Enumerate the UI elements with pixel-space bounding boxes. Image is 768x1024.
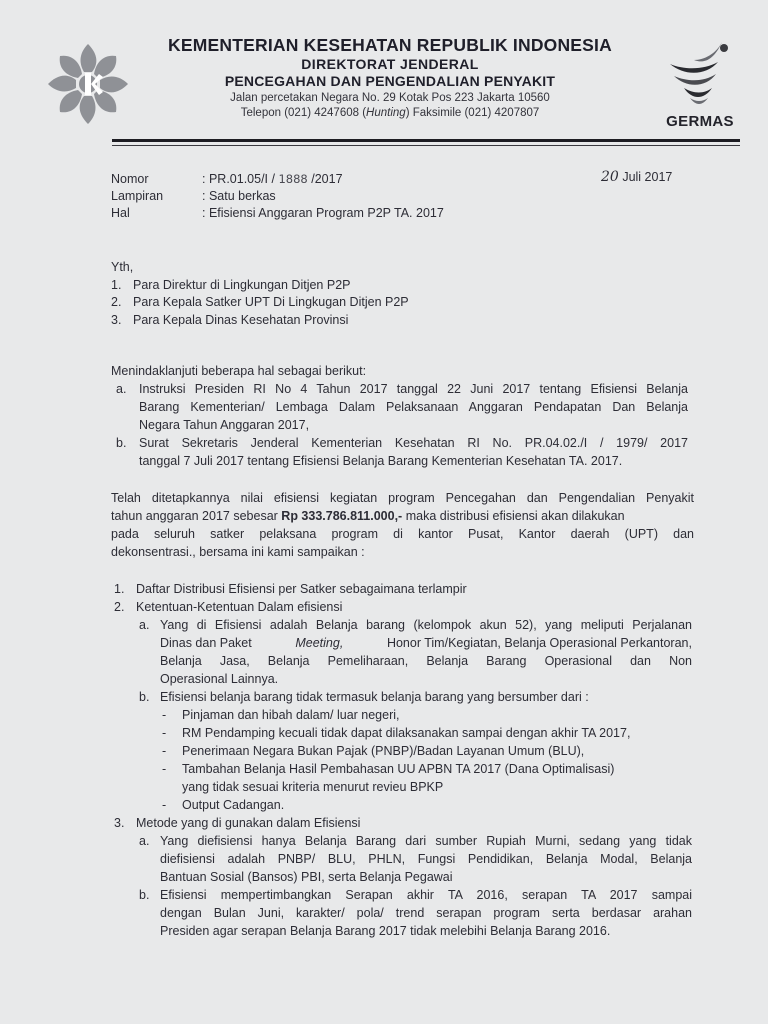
point-2a-line: Belanja Jasa, Belanja Pemeliharaan, Belanja Barang Operasional dan Non [160,654,692,668]
dash-item: RM Pendamping kecuali tidak dapat dilaksanakan sampai dengan akhir TA 2017, [182,726,631,740]
dash-item: Penerimaan Negara Bukan Pajak (PNBP)/Badan Layanan Umum (BLU), [182,744,585,758]
paragraph-line: tahun anggaran 2017 sebesar Rp 333.786.811.000,- maka distribusi efisiensi akan dilakukan [111,509,625,523]
letter-date: 20 Juli 2017 [601,169,673,185]
directorate-name: DIREKTORAT JENDERAL [301,56,479,72]
intro-b-line: Surat Sekretaris Jenderal Kementerian Kesehatan RI No. PR.04.02./I / 1979/ 2017 [139,436,688,450]
intro-a-line: Negara Tahun Anggaran 2017, [139,418,310,432]
intro-b-line: tanggal 7 Juli 2017 tentang Efisiensi Belanja Barang Kementerian Kesehatan TA. 2017. [139,454,623,468]
point-num-3: 3. [114,816,125,830]
lampiran-label: Lampiran [111,189,164,203]
point-1-text: Daftar Distribusi Efisiensi per Satker sebagaimana terlampir [136,582,467,596]
intro-a-line: Instruksi Presiden RI No 4 Tahun 2017 tanggal 22 Juni 2017 tentang Efisiensi Belanja [139,382,688,396]
point-3a-line: Yang diefisiensi hanya Belanja Barang dari sumber Rupiah Murni, sedang yang tidak [160,834,692,848]
point-2a-line: Yang di Efisiensi adalah Belanja barang (kelompok akun 52), yang meliputi Perjalanan [160,618,692,632]
paragraph-line: Telah ditetapkannya nilai efisiensi kegiatan program Pencegahan dan Pengendalian Penyakit [111,491,694,505]
recipient-num-2: 2. [111,295,122,309]
point-3a-marker: a. [139,834,150,848]
recipient-num-1: 1. [111,278,122,292]
point-3-text: Metode yang di gunakan dalam Efisiensi [136,816,361,830]
dash-item-continuation: yang tidak sesuai kriteria menurut revieu BPKP [182,780,444,794]
point-3b-line: Efisiensi mempertimbangkan Serapan akhir TA 2016, serapan TA 2017 sampai [160,888,692,902]
letterhead-rule [112,139,740,142]
dash-marker: - [162,744,167,758]
dash-marker: - [162,708,167,722]
recipient-num-3: 3. [111,313,122,327]
dash-marker: - [162,762,167,776]
hal-label: Hal [111,206,130,220]
point-3a-line: diefisiensi adalah PNBP/ BLU, PHLN, Fungsi Pendidikan, Belanja Modal, Belanja [160,852,692,866]
paragraph-line: pada seluruh satker pelaksana program di kantor Pusat, Kantor daerah (UPT) dan [111,527,694,541]
efficiency-amount: Rp 333.786.811.000,- [281,509,403,523]
lampiran-value: : Satu berkas [202,189,276,203]
nomor-value: : PR.01.05/I / 1888 /2017 [202,172,343,186]
point-2-text: Ketentuan-Ketentuan Dalam efisiensi [136,600,343,614]
point-2b-text: Efisiensi belanja barang tidak termasuk belanja barang yang bersumber dari : [160,690,589,704]
hal-value: : Efisiensi Anggaran Program P2P TA. 2017 [202,206,444,220]
intro-a-marker: a. [116,382,127,396]
division-name: PENCEGAHAN DAN PENGENDALIAN PENYAKIT [224,73,556,89]
dash-item: Output Cadangan. [182,798,285,812]
point-2a-line: Dinas dan Paket Meeting, Honor Tim/Kegiatan, Belanja Operasional Perkantoran, [160,636,692,650]
point-3a-line: Bantuan Sosial (Bansos) PBI, serta Belanja Pegawai [160,870,453,884]
point-3b-marker: b. [139,888,150,902]
nomor-handwritten: 1888 [278,172,308,186]
point-2a-line: Operasional Lainnya. [160,672,279,686]
point-3b-line: Presiden agar serapan Belanja Barang 2017 tidak melebihi Belanja Barang 2016. [160,924,611,938]
recipient-2: Para Kepala Satker UPT Di Lingkugan Ditjen P2P [133,295,409,309]
salutation: Yth, [111,260,134,274]
point-num-2: 2. [114,600,125,614]
letterhead-rule-thin [112,145,740,146]
intro-b-marker: b. [116,436,127,450]
paragraph-line: dekonsentrasi., bersama ini kami sampaikan : [111,545,365,559]
recipient-1: Para Direktur di Lingkungan Ditjen P2P [133,278,351,292]
address-line: Jalan percetakan Negara No. 29 Kotak Pos 223 Jakarta 10560 [230,92,550,104]
contact-line: Telepon (021) 4247608 (Hunting) Faksimile (021) 4207807 [240,107,540,119]
germas-figure-logo-icon [664,38,736,108]
point-num-1: 1. [114,582,125,596]
dash-marker: - [162,798,167,812]
dash-item: Pinjaman dan hibah dalam/ luar negeri, [182,708,400,722]
germas-label: GERMAS [666,113,734,130]
dash-item: Tambahan Belanja Hasil Pembahasan UU APBN TA 2017 (Dana Optimalisasi) [182,762,615,776]
ministry-leaf-logo-icon [44,40,132,128]
point-2b-marker: b. [139,690,150,704]
intro-a-line: Barang Kementerian/ Lembaga Dalam Pelaksanaan Anggaran Pendapatan Dan Belanja [139,400,688,414]
ministry-name: KEMENTERIAN KESEHATAN REPUBLIK INDONESIA [168,35,612,55]
point-3b-line: dengan Bulan Juni, karakter/ pola/ trend serapan program serta berdasar arahan [160,906,692,920]
intro-lead: Menindaklanjuti beberapa hal sebagai berikut: [111,364,367,378]
date-handwritten: 20 [601,169,619,185]
nomor-label: Nomor [111,172,149,186]
point-2a-marker: a. [139,618,150,632]
dash-marker: - [162,726,167,740]
recipient-3: Para Kepala Dinas Kesehatan Provinsi [133,313,349,327]
